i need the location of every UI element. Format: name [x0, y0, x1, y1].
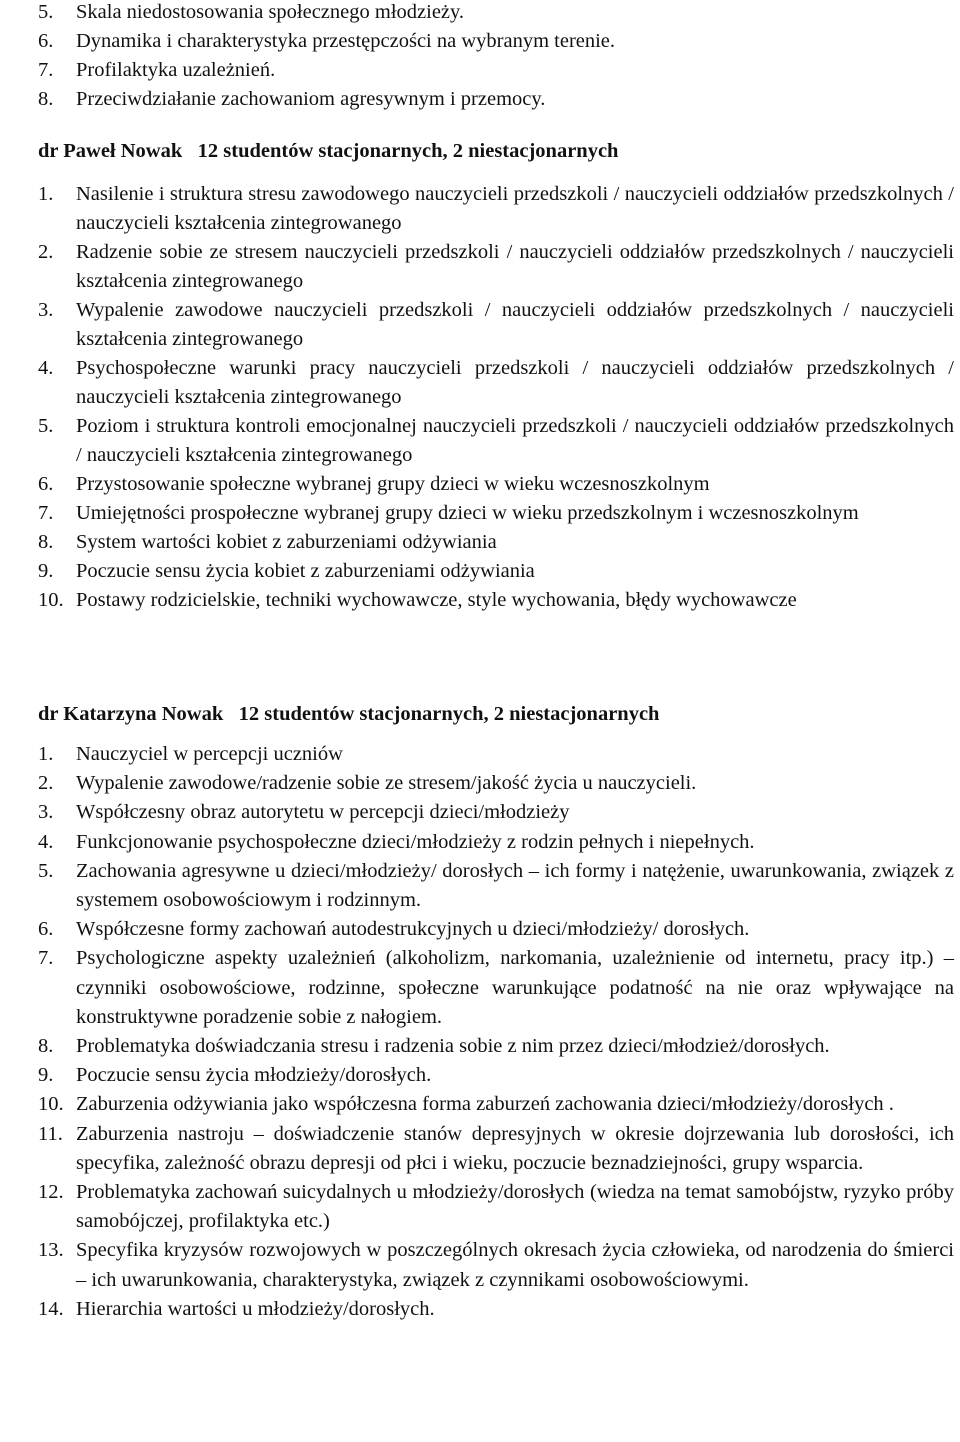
list-item	[38, 1295, 954, 1324]
intro-topic-list	[38, 0, 954, 114]
section-heading-pawel-nowak: dr Paweł Nowak 12 studentów stacjonarnych, 2 niestacjonarnych	[38, 140, 619, 162]
list-item	[38, 27, 954, 56]
item-text: Problematyka doświadczania stresu i radzenia sobie z nim przez dzieci/młodzież/dorosłych.	[76, 1035, 830, 1058]
list-item	[38, 528, 954, 557]
section-heading-katarzyna-nowak: dr Katarzyna Nowak 12 studentów stacjonarnych, 2 niestacjonarnych	[38, 703, 660, 725]
item-number: 8.	[38, 88, 54, 110]
item-number: 5.	[38, 859, 54, 882]
item-text: Zaburzenia nastroju – doświadczenie stanów depresyjnych w okresie dojrzewania lub dorosłości, ich specyfika, zależność obrazu depresji od płci i wieku, poczucie beznadziejności, grupy wsparcia.	[76, 1122, 954, 1174]
list-item	[38, 1120, 954, 1178]
item-text: Poczucie sensu życia młodzieży/dorosłych.	[76, 1064, 432, 1087]
list-item	[38, 238, 954, 296]
item-text: Zachowania agresywne u dzieci/młodzieży/ dorosłych – ich formy i natężenie, uwarunkowania, związek z systemem osobowościowym i rodzinnym.	[76, 859, 954, 912]
item-number: 13.	[38, 1239, 64, 1262]
item-text: System wartości kobiet z zaburzeniami odżywiania	[76, 531, 497, 553]
item-number: 14.	[38, 1297, 64, 1320]
list-item	[38, 769, 954, 798]
item-text: Przeciwdziałanie zachowaniom agresywnym i przemocy.	[76, 88, 546, 110]
item-text: Psychologiczne aspekty uzależnień (alkoholizm, narkomania, uzależnienie od internetu, pracy itp.) – czynniki osobowościowe, rodzinne, społeczne warunkujące podatność na nie oraz wpływające na konstruktywne poradzenie sobie z nałogiem.	[76, 947, 954, 1028]
item-text: Współczesne formy zachowań autodestrukcyjnych u dzieci/młodzieży/ dorosłych.	[76, 918, 750, 941]
item-text: Radzenie sobie ze stresem nauczycieli przedszkoli / nauczycieli oddziałów przedszkolnych / nauczycieli kształcenia zintegrowanego	[76, 241, 954, 292]
item-text: Psychospołeczne warunki pracy nauczycieli przedszkoli / nauczycieli oddziałów przedszkolnych / nauczycieli kształcenia zintegrowanego	[76, 357, 954, 408]
item-text: Nauczyciel w percepcji uczniów	[76, 743, 343, 765]
item-number: 10.	[38, 1093, 64, 1116]
item-text: Umiejętności prospołeczne wybranej grupy dzieci w wieku przedszkolnym i wczesnoszkolnym	[76, 502, 859, 524]
item-number: 6.	[38, 473, 54, 495]
item-number: 1.	[38, 743, 54, 765]
item-number: 9.	[38, 560, 54, 582]
item-text: Problematyka zachowań suicydalnych u młodzieży/dorosłych (wiedza na temat samobójstw, ryzyko próby samobójczej, profilaktyka etc.)	[76, 1181, 954, 1233]
list-item	[38, 740, 954, 769]
item-number: 4.	[38, 357, 54, 379]
item-number: 5.	[38, 1, 54, 23]
item-text: Zaburzenia odżywiania jako współczesna forma zaburzeń zachowania dzieci/młodzieży/dorosłych .	[76, 1093, 894, 1116]
pawel-nowak-topic-list	[38, 180, 954, 615]
item-number: 10.	[38, 589, 64, 611]
list-item	[38, 354, 954, 412]
item-text: Współczesny obraz autorytetu w percepcji dzieci/młodzieży	[76, 801, 570, 824]
list-item	[38, 85, 954, 114]
list-item	[38, 798, 954, 827]
list-item	[38, 1061, 954, 1090]
list-item	[38, 557, 954, 586]
list-item	[38, 499, 954, 528]
item-text: Wypalenie zawodowe/radzenie sobie ze stresem/jakość życia u nauczycieli.	[76, 772, 697, 795]
list-item	[38, 1090, 954, 1119]
item-number: 7.	[38, 947, 54, 970]
item-text: Przystosowanie społeczne wybranej grupy dzieci w wieku wczesnoszkolnym	[76, 473, 710, 495]
item-number: 5.	[38, 415, 54, 437]
item-text: Postawy rodzicielskie, techniki wychowawcze, style wychowania, błędy wychowawcze	[76, 589, 797, 611]
item-text: Funkcjonowanie psychospołeczne dzieci/młodzieży z rodzin pełnych i niepełnych.	[76, 830, 755, 853]
item-number: 7.	[38, 59, 54, 81]
item-number: 2.	[38, 241, 54, 263]
item-number: 2.	[38, 772, 54, 795]
list-item	[38, 470, 954, 499]
item-text: Profilaktyka uzależnień.	[76, 59, 276, 81]
list-item	[38, 180, 954, 238]
list-item	[38, 1032, 954, 1061]
item-number: 6.	[38, 30, 54, 52]
item-text: Nasilenie i struktura stresu zawodowego nauczycieli przedszkoli / nauczycieli oddziałów przedszkolnych / nauczycieli kształcenia zintegrowanego	[76, 183, 954, 234]
list-item	[38, 412, 954, 470]
item-number: 7.	[38, 502, 54, 524]
item-number: 1.	[38, 183, 54, 205]
item-number: 9.	[38, 1064, 54, 1087]
item-text: Skala niedostosowania społecznego młodzieży.	[76, 1, 465, 23]
item-text: Poczucie sensu życia kobiet z zaburzeniami odżywiania	[76, 560, 535, 582]
item-text: Hierarchia wartości u młodzieży/dorosłych.	[76, 1297, 435, 1320]
item-number: 3.	[38, 801, 54, 824]
list-item	[38, 915, 954, 944]
item-text: Dynamika i charakterystyka przestępczości na wybranym terenie.	[76, 30, 616, 52]
item-number: 12.	[38, 1181, 64, 1204]
item-text: Wypalenie zawodowe nauczycieli przedszkoli / nauczycieli oddziałów przedszkolnych / nauczycieli kształcenia zintegrowanego	[76, 299, 954, 350]
item-text: Specyfika kryzysów rozwojowych w poszczególnych okresach życia człowieka, od narodzenia do śmierci – ich uwarunkowania, charakterystyka, związek z czynnikami osobowościowymi.	[76, 1239, 954, 1291]
list-item	[38, 586, 954, 615]
item-number: 8.	[38, 1035, 54, 1058]
item-number: 4.	[38, 830, 54, 853]
list-item	[38, 0, 954, 27]
list-item	[38, 1178, 954, 1236]
list-item	[38, 828, 954, 857]
item-number: 8.	[38, 531, 54, 553]
list-item	[38, 296, 954, 354]
item-number: 6.	[38, 918, 54, 941]
katarzyna-nowak-topic-list	[38, 740, 954, 1324]
list-item	[38, 1236, 954, 1294]
list-item	[38, 944, 954, 1032]
item-number: 3.	[38, 299, 54, 321]
list-item	[38, 857, 954, 915]
list-item	[38, 56, 954, 85]
item-text: Poziom i struktura kontroli emocjonalnej nauczycieli przedszkoli / nauczycieli oddziałów przedszkolnych / nauczycieli kształcenia zintegrowanego	[76, 415, 954, 466]
item-number: 11.	[38, 1122, 63, 1145]
